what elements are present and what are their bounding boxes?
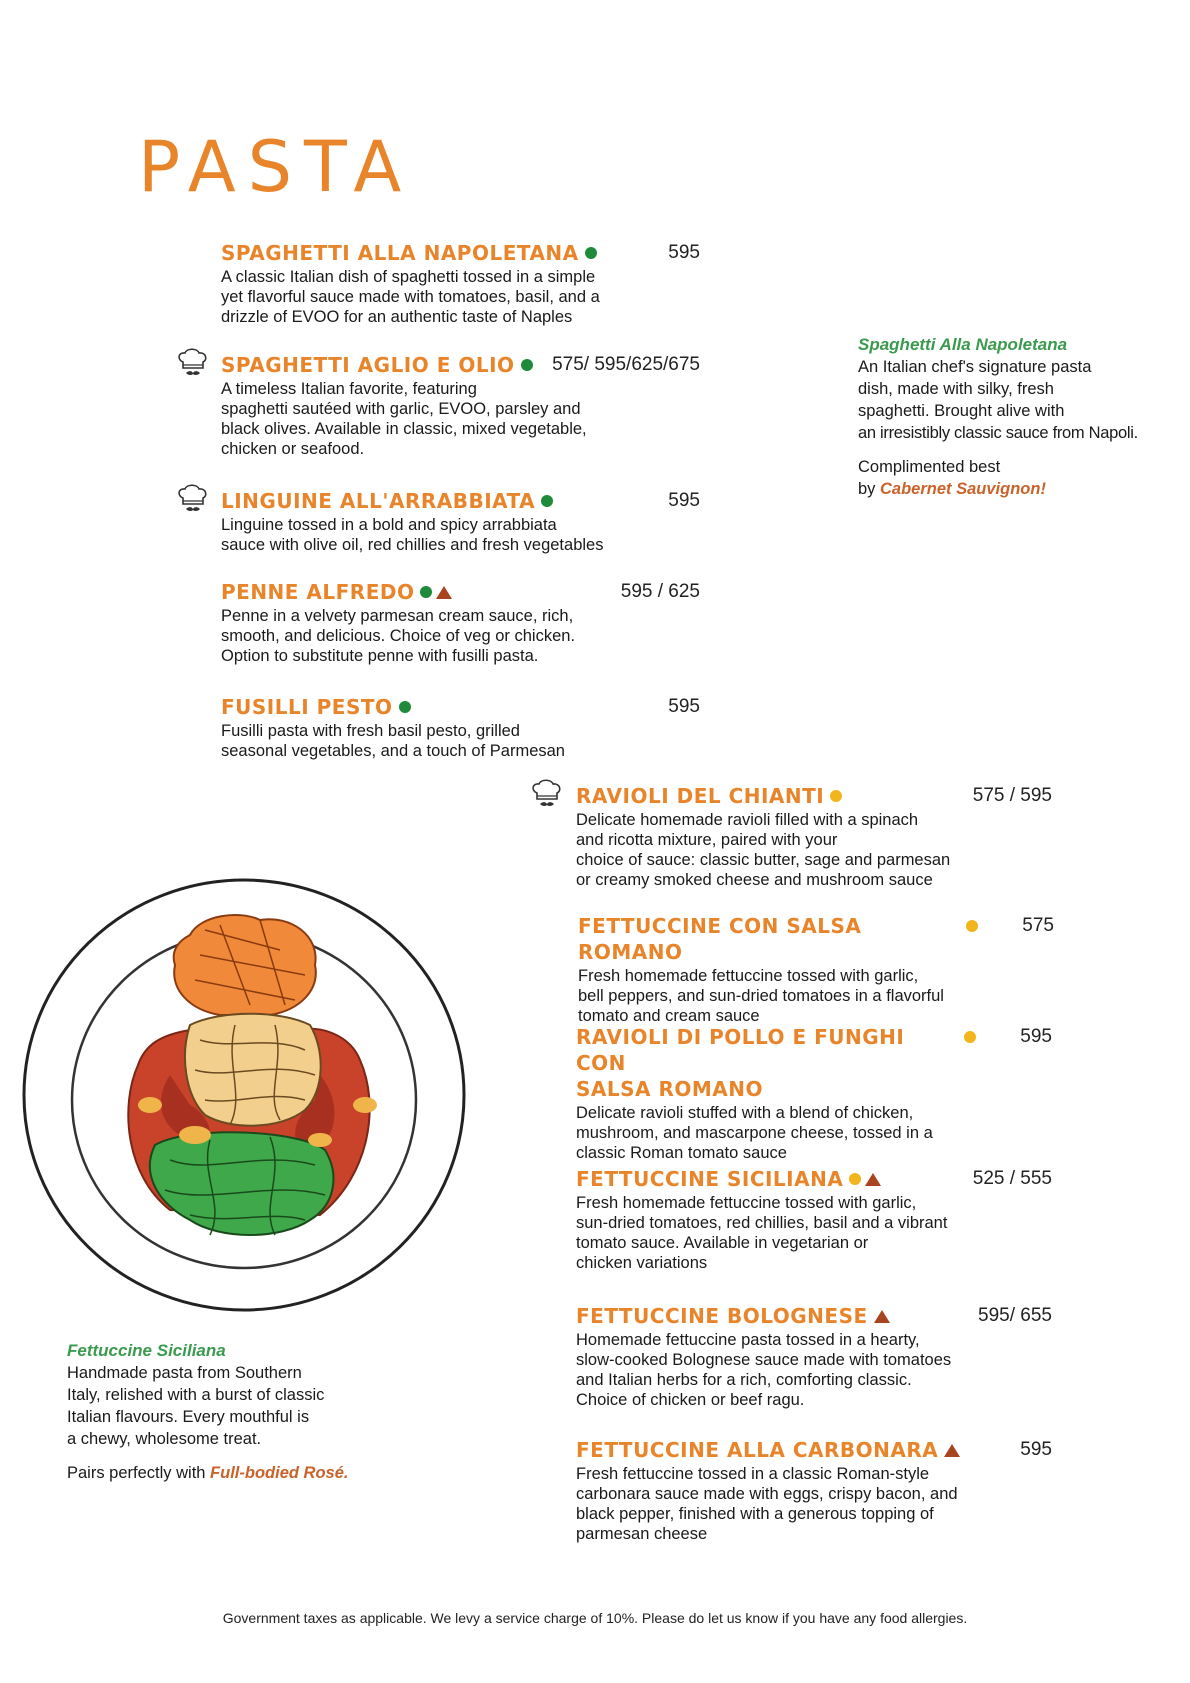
menu-item-name: RAVIOLI DEL CHIANTI [576, 784, 825, 808]
menu-item-description [221, 515, 641, 555]
veg-dot-icon [399, 701, 411, 713]
description-line: slow-cooked Bolognese sauce made with tomatoes [576, 1351, 952, 1369]
description-line: spaghetti sautéed with garlic, EVOO, parsley and [221, 400, 581, 418]
egg-dot-icon [966, 920, 978, 932]
description-line: Penne in a velvety parmesan cream sauce, rich, [221, 607, 574, 625]
description-line: sauce with olive oil, red chillies and fresh vegetables [221, 536, 604, 554]
menu-item-name: FETTUCCINE SICILIANA [576, 1167, 844, 1191]
menu-item-description [221, 606, 621, 666]
description-line: Fusilli pasta with fresh basil pesto, grilled [221, 722, 520, 740]
menu-item-description [576, 1330, 976, 1410]
side-note-napoletana [858, 334, 1168, 500]
menu-item [576, 1303, 1052, 1410]
description-line: and Italian herbs for a rich, comforting classic. [576, 1371, 912, 1389]
menu-item-name: PENNE ALFREDO [221, 580, 415, 604]
side-note-pairing: Complimented best [858, 458, 1001, 476]
description-line: smooth, and delicious. Choice of veg or chicken. [221, 627, 576, 645]
description-line: black olives. Available in classic, mixed vegetable, [221, 420, 587, 438]
menu-item-price: 595 [668, 490, 700, 511]
description-line: Fresh homemade fettuccine tossed with garlic, [578, 967, 919, 985]
side-note-line: dish, made with silky, fresh [858, 380, 1054, 398]
menu-item-price: 525 / 555 [972, 1168, 1052, 1189]
menu-item [221, 240, 700, 327]
description-line: Fresh homemade fettuccine tossed with garlic, [576, 1194, 917, 1212]
wine-pairing: Full-bodied Rosé. [210, 1464, 349, 1482]
menu-item-name: FETTUCCINE CON SALSA ROMANO [578, 914, 862, 964]
description-line: and ricotta mixture, paired with your [576, 831, 838, 849]
menu-item-name: FETTUCCINE ALLA CARBONARA [576, 1438, 939, 1462]
diet-marks [966, 913, 978, 939]
menu-item-price: 595 [1020, 1026, 1052, 1047]
description-line: mushroom, and mascarpone cheese, tossed in a [576, 1124, 933, 1142]
menu-item-name: FUSILLI PESTO [221, 695, 393, 719]
description-line: yet flavorful sauce made with tomatoes, basil, and a [221, 288, 600, 306]
menu-item-name: FETTUCCINE BOLOGNESE [576, 1304, 868, 1328]
description-line: tomato sauce. Available in vegetarian or [576, 1234, 869, 1252]
description-line: Delicate ravioli stuffed with a blend of chicken, [576, 1104, 914, 1122]
menu-item-price: 595 [1020, 1439, 1052, 1460]
menu-item-description [576, 810, 976, 890]
description-line: A timeless Italian favorite, featuring [221, 380, 477, 398]
veg-dot-icon [521, 359, 533, 371]
description-line: Linguine tossed in a bold and spicy arrabbiata [221, 516, 557, 534]
diet-marks [830, 783, 842, 809]
menu-item-description [576, 1103, 976, 1163]
diet-marks [874, 1303, 890, 1329]
diet-marks [964, 1024, 976, 1050]
menu-item [576, 1024, 1052, 1163]
menu-item [576, 783, 1052, 890]
description-line: carbonara sauce made with eggs, crispy bacon, and [576, 1485, 958, 1503]
side-note-line: spaghetti. Brought alive with [858, 402, 1065, 420]
menu-item-price: 595 [668, 696, 700, 717]
veg-dot-icon [585, 247, 597, 259]
menu-item-header [576, 1303, 976, 1329]
menu-item [221, 579, 700, 666]
wine-pairing: Cabernet Sauvignon! [880, 480, 1046, 498]
menu-item-header [221, 694, 621, 720]
menu-item-description [221, 721, 621, 761]
diet-marks [585, 240, 597, 266]
menu-item [221, 694, 700, 761]
menu-item-name: RAVIOLI DI POLLO E FUNGHI CON [576, 1025, 905, 1075]
description-line: drizzle of EVOO for an authentic taste of Naples [221, 308, 573, 326]
diet-marks [420, 579, 452, 605]
side-note-line: Italian flavours. Every mouthful is [67, 1408, 310, 1426]
side-note-line: Handmade pasta from Southern [67, 1364, 302, 1382]
description-line: Choice of chicken or beef ragu. [576, 1391, 805, 1409]
menu-item-header [578, 913, 978, 965]
veg-dot-icon [541, 495, 553, 507]
menu-item-description [576, 1193, 976, 1273]
description-line: choice of sauce: classic butter, sage and parmesan [576, 851, 951, 869]
egg-dot-icon [964, 1031, 976, 1043]
side-note-pairing-line [67, 1462, 387, 1484]
pasta-plate-illustration [20, 875, 468, 1315]
chef-hat-icon [175, 484, 211, 514]
menu-item-price: 575 / 595 [972, 785, 1052, 806]
description-line: Option to substitute penne with fusilli pasta. [221, 647, 539, 665]
menu-item-name: SPAGHETTI ALLA NAPOLETANA [221, 241, 579, 265]
menu-item-header [576, 1024, 976, 1076]
menu-item-description [221, 267, 621, 327]
non-veg-triangle-icon [436, 586, 452, 599]
description-line: Homemade fettuccine pasta tossed in a hearty, [576, 1331, 920, 1349]
menu-item [576, 1166, 1052, 1273]
description-line: parmesan cheese [576, 1525, 708, 1543]
description-line: tomato and cream sauce [578, 1007, 760, 1025]
non-veg-triangle-icon [874, 1310, 890, 1323]
description-line: chicken or seafood. [221, 440, 365, 458]
side-note-title: Spaghetti Alla Napoletana [858, 335, 1068, 354]
menu-item-description [578, 966, 978, 1026]
description-line: chicken variations [576, 1254, 708, 1272]
diet-marks [849, 1166, 881, 1192]
menu-item-price: 575/ 595/625/675 [552, 354, 700, 375]
description-line: seasonal vegetables, and a touch of Parmesan [221, 742, 565, 760]
side-note-line: a chewy, wholesome treat. [67, 1430, 262, 1448]
diet-marks [944, 1437, 960, 1463]
egg-dot-icon [830, 790, 842, 802]
diet-marks [399, 694, 411, 720]
side-note-line: An Italian chef's signature pasta [858, 358, 1092, 376]
description-line: classic Roman tomato sauce [576, 1144, 787, 1162]
side-note-title: Fettuccine Siciliana [67, 1341, 226, 1360]
menu-item-name: LINGUINE ALL'ARRABBIATA [221, 489, 536, 513]
menu-item-header [221, 240, 621, 266]
description-line: sun-dried tomatoes, red chillies, basil and a vibrant [576, 1214, 948, 1232]
side-note-line: Italy, relished with a burst of classic [67, 1386, 325, 1404]
side-note-pairing-line [858, 478, 1168, 500]
description-line: Delicate homemade ravioli filled with a spinach [576, 811, 919, 829]
menu-item-price: 575 [1022, 915, 1054, 936]
menu-item-header [221, 579, 621, 605]
menu-item [221, 488, 700, 555]
side-note-pair-by: by [858, 480, 881, 498]
description-line: black pepper, finished with a generous topping of [576, 1505, 934, 1523]
egg-dot-icon [849, 1173, 861, 1185]
footer-note: Government taxes as applicable. We levy a service charge of 10%. Please do let us know if you have any food allergies. [222, 1610, 968, 1626]
description-line: Fresh fettuccine tossed in a classic Roman-style [576, 1465, 930, 1483]
menu-item-description [576, 1464, 976, 1544]
menu-item-header [576, 1166, 976, 1192]
menu-item-header [221, 488, 641, 514]
menu-item-name: SPAGHETTI AGLIO E OLIO [221, 353, 515, 377]
diet-marks [541, 488, 553, 514]
menu-item [221, 352, 700, 459]
menu-item-header [576, 1437, 976, 1463]
chef-hat-icon [529, 779, 565, 809]
menu-item-price: 595 / 625 [620, 581, 700, 602]
menu-item [576, 1437, 1052, 1544]
description-line: A classic Italian dish of spaghetti tossed in a simple [221, 268, 596, 286]
page-title: PASTA [138, 126, 414, 208]
menu-item [578, 913, 1054, 1026]
menu-item-price: 595 [668, 242, 700, 263]
side-note-siciliana [67, 1340, 387, 1484]
side-note-line: an irresistibly classic sauce from Napoli. [858, 424, 1138, 442]
veg-dot-icon [420, 586, 432, 598]
chef-hat-icon [175, 348, 211, 378]
menu-item-header [576, 783, 976, 809]
menu-item-description [221, 379, 621, 459]
non-veg-triangle-icon [865, 1173, 881, 1186]
diet-marks [521, 352, 533, 378]
side-note-pair-prefix: Pairs perfectly with [67, 1464, 211, 1482]
description-line: or creamy smoked cheese and mushroom sauce [576, 871, 933, 889]
description-line: bell peppers, and sun-dried tomatoes in a flavorful [578, 987, 944, 1005]
menu-item-price: 595/ 655 [978, 1305, 1052, 1326]
non-veg-triangle-icon [944, 1444, 960, 1457]
menu-item-name-cont: SALSA ROMANO [576, 1077, 763, 1101]
